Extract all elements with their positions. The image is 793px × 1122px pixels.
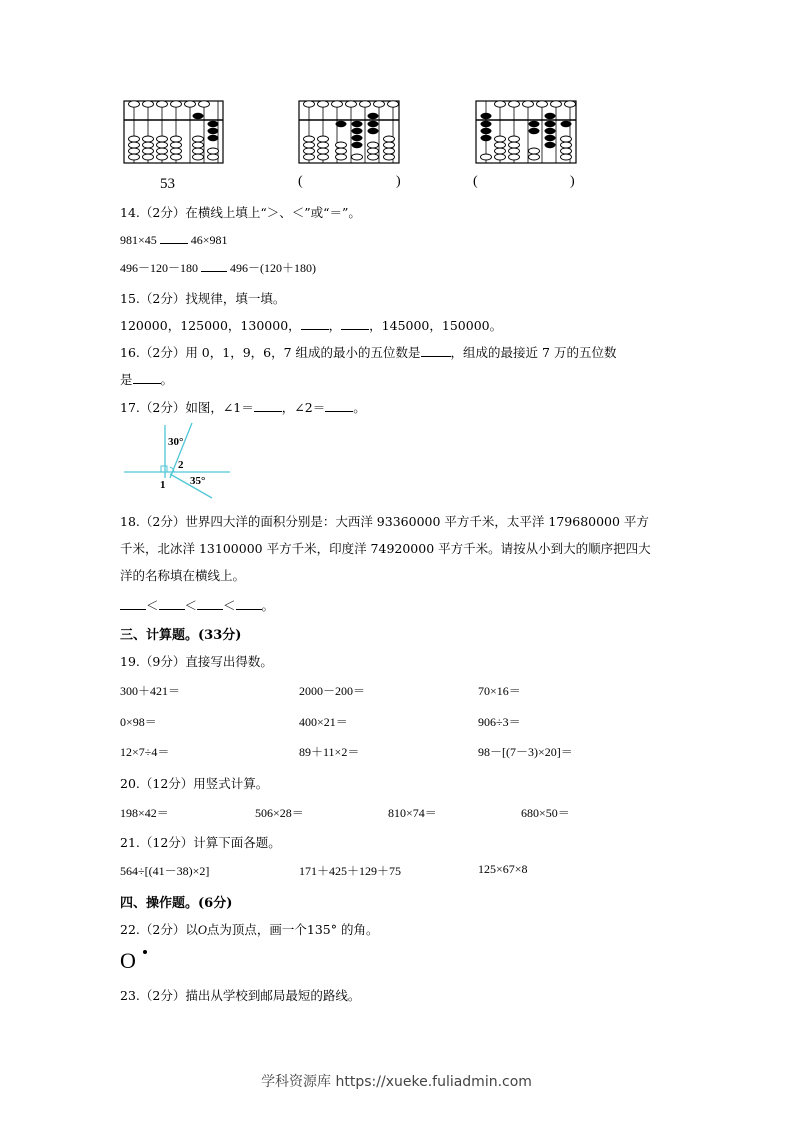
fig-label-35: 35°: [190, 475, 206, 487]
abacus-3-paren-close: ): [570, 174, 575, 189]
footer-text[interactable]: 学科资源库 https://xueke.fuliadmin.com: [261, 1074, 532, 1090]
angle-figure: [120, 420, 240, 500]
q16-line1a: 16.（2分）用 0，1，9，6，7 组成的最小的五位数是: [120, 345, 421, 360]
q14-expr2-right: 496－(120＋180): [230, 261, 317, 275]
q19-item-1: 300＋421＝: [120, 684, 181, 698]
q14-expr1-right: 46×981: [190, 233, 228, 247]
q19-item-9: 98－[(7－3)×20]＝: [478, 745, 573, 759]
abacus-figures: [0, 0, 793, 200]
q18-blank-2[interactable]: [159, 598, 185, 610]
q15-sep: ，: [328, 318, 342, 333]
q14-blank-1[interactable]: [160, 232, 188, 244]
q17-blank-2[interactable]: [325, 400, 353, 412]
q22-point-dot: [143, 950, 147, 954]
fig-label-2: 2: [178, 459, 184, 471]
abacus-3: [476, 101, 576, 163]
abacus-3-paren-open: (: [473, 174, 478, 189]
q19-item-4: 0×98＝: [120, 715, 157, 729]
q22-text-b: 点为顶点，画一个135° 的角。: [206, 922, 379, 937]
q21-item-3: 125×67×8: [478, 862, 528, 876]
section-3-title: 三、计算题。(33分): [120, 628, 242, 643]
q17-text-c: 。: [353, 400, 366, 415]
q16-line1: [120, 343, 616, 361]
fig-label-1: 1: [160, 479, 166, 491]
q18-blank-3[interactable]: [197, 598, 223, 610]
q16-blank-2[interactable]: [133, 372, 161, 384]
section-4-title: 四、操作题。(6分): [120, 896, 233, 911]
q14-line1: [120, 232, 228, 248]
q16-line2b: 。: [160, 372, 174, 387]
q20-item-2: 506×28＝: [255, 806, 304, 820]
q14-blank-2[interactable]: [201, 260, 227, 272]
q18-blank-1[interactable]: [120, 598, 146, 610]
q18-line3: 洋的名称填在横线上。: [120, 568, 246, 583]
abacus-2: [299, 101, 399, 163]
q16-line1b: ，组成的最接近 7 万的五位数: [450, 345, 617, 360]
abacus-1: [124, 101, 223, 163]
q19-text: 19.（9分）直接写出得数。: [120, 654, 273, 669]
q18-lt-3: ＜: [223, 598, 236, 613]
q22-point-label: O: [120, 948, 136, 973]
q18-lt-1: ＜: [146, 598, 159, 613]
q16-line2a: 是: [120, 372, 133, 387]
q18-line2: 千米，北冰洋 13100000 平方千米，印度洋 74920000 平方千米。请按从小到大的顺序把四大: [120, 541, 651, 556]
q17-blank-1[interactable]: [254, 400, 282, 412]
q15-sequence: [120, 316, 502, 334]
q15-text: 15.（2分）找规律，填一填。: [120, 291, 286, 306]
q14-line2: [120, 259, 316, 276]
q19-item-5: 400×21＝: [299, 715, 348, 729]
q18-lt-2: ＜: [184, 598, 198, 613]
q15-seq-a: 120000，125000，130000，: [120, 318, 301, 333]
q19-item-7: 12×7÷4＝: [120, 745, 170, 759]
q22-text: [120, 920, 378, 938]
fig-label-30: 30°: [168, 436, 184, 448]
q15-seq-b: ，145000，150000。: [369, 318, 503, 333]
q21-text: 21.（12分）计算下面各题。: [120, 835, 281, 850]
abacus-2-paren-close: ): [396, 174, 401, 189]
q22-text-a: 22.（2分）以: [120, 922, 198, 937]
q21-item-1: 564÷[(41－38)×2]: [120, 864, 210, 878]
q19-item-8: 89＋11×2＝: [299, 745, 360, 759]
q18-line1: 18.（2分）世界四大洋的面积分别是：大西洋 93360000 平方千米，太平洋 179680000 平方: [120, 514, 649, 529]
q18-end: 。: [261, 598, 275, 613]
q17-text-b: ，∠2＝: [281, 400, 326, 415]
q19-item-3: 70×16＝: [478, 684, 521, 698]
q19-item-2: 2000－200＝: [299, 684, 366, 698]
q23-text: 23.（2分）描出从学校到邮局最短的路线。: [120, 988, 361, 1003]
q18-answer-line: [120, 596, 274, 614]
q17-text-a: 17.（2分）如图，∠1＝: [120, 400, 254, 415]
q14-text: 14.（2分）在横线上填上“＞、＜”或“＝”。: [120, 205, 361, 220]
q22-text-o: O: [197, 923, 207, 937]
abacus-1-label: 53: [160, 176, 175, 192]
q19-item-6: 906÷3＝: [478, 715, 521, 729]
q21-item-2: 171＋425＋129＋75: [299, 864, 402, 878]
q20-item-1: 198×42＝: [120, 806, 169, 820]
q18-blank-4[interactable]: [236, 598, 262, 610]
q14-expr1-left: 981×45: [120, 233, 157, 247]
q20-text: 20.（12分）用竖式计算。: [120, 776, 269, 791]
q15-blank-2[interactable]: [341, 318, 369, 330]
abacus-2-paren-open: (: [298, 174, 303, 189]
q20-item-3: 810×74＝: [388, 806, 437, 820]
q17-text: [120, 398, 366, 416]
q16-blank-1[interactable]: [421, 345, 451, 357]
q20-item-4: 680×50＝: [521, 806, 570, 820]
q15-blank-1[interactable]: [301, 318, 329, 330]
q16-line2: [120, 370, 173, 388]
q14-expr2-left: 496－120－180: [120, 261, 199, 275]
